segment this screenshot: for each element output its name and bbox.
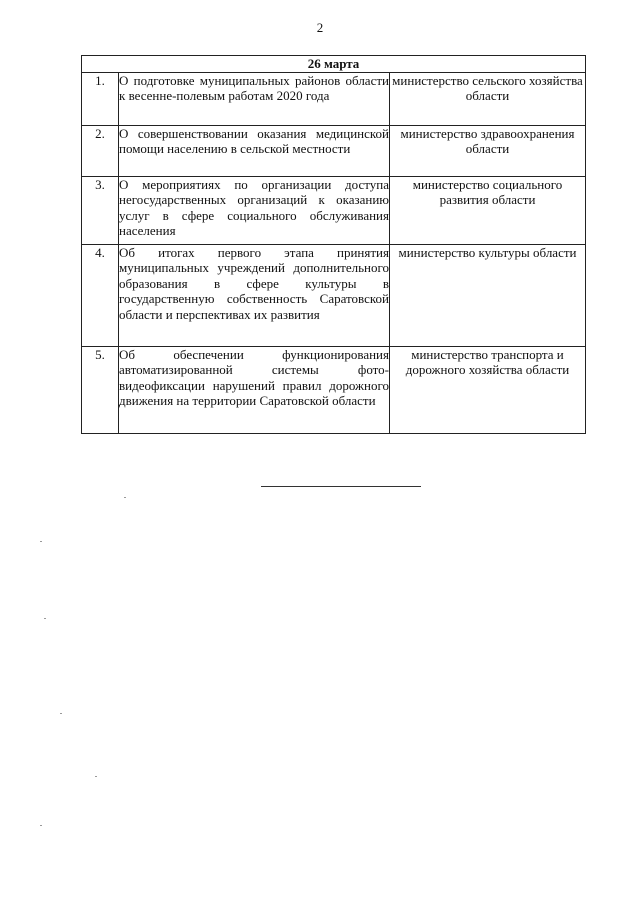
date-header-row <box>82 56 586 73</box>
page-number: 2 <box>316 20 324 35</box>
row-topic: О подготовке муниципальных районов области к весенне-полевым работам 2020 года <box>119 72 390 125</box>
table-row <box>82 176 586 244</box>
row-responsible: министерство культуры области <box>390 244 586 346</box>
row-number: 2. <box>82 125 119 176</box>
row-topic: О совершенствовании оказания медицинской помощи населению в сельской местности <box>119 125 390 176</box>
scan-speck <box>40 541 42 542</box>
scan-speck <box>40 825 42 826</box>
agenda-table <box>81 55 586 434</box>
table-row <box>82 244 586 346</box>
row-responsible: министерство сельского хозяйства области <box>390 72 586 125</box>
scan-speck <box>44 618 46 619</box>
row-topic: Об итогах первого этапа принятия муниципальных учреждений дополнительного образования в сфере культуры в государственную собственность Саратовской области и перспективах их развития <box>119 244 390 346</box>
scan-speck <box>95 776 97 777</box>
row-number: 4. <box>82 244 119 346</box>
row-number: 1. <box>82 72 119 125</box>
row-responsible: министерство здравоохранения области <box>390 125 586 176</box>
table-row <box>82 346 586 433</box>
scan-speck <box>60 713 62 714</box>
row-topic: Об обеспечении функционирования автоматизированной системы фото-видеофиксации нарушений правил дорожного движения на территории Саратовской области <box>119 346 390 433</box>
row-number: 5. <box>82 346 119 433</box>
table-row <box>82 125 586 176</box>
row-topic: О мероприятиях по организации доступа негосударственных организаций к оказанию услуг в сфере социального обслуживания населения <box>119 176 390 244</box>
end-divider-line <box>261 486 421 487</box>
row-responsible: министерство транспорта и дорожного хозяйства области <box>390 346 586 433</box>
date-header: 26 марта <box>82 56 586 73</box>
table-row <box>82 72 586 125</box>
row-responsible: министерство социального развития области <box>390 176 586 244</box>
row-number: 3. <box>82 176 119 244</box>
scan-speck <box>124 497 126 498</box>
